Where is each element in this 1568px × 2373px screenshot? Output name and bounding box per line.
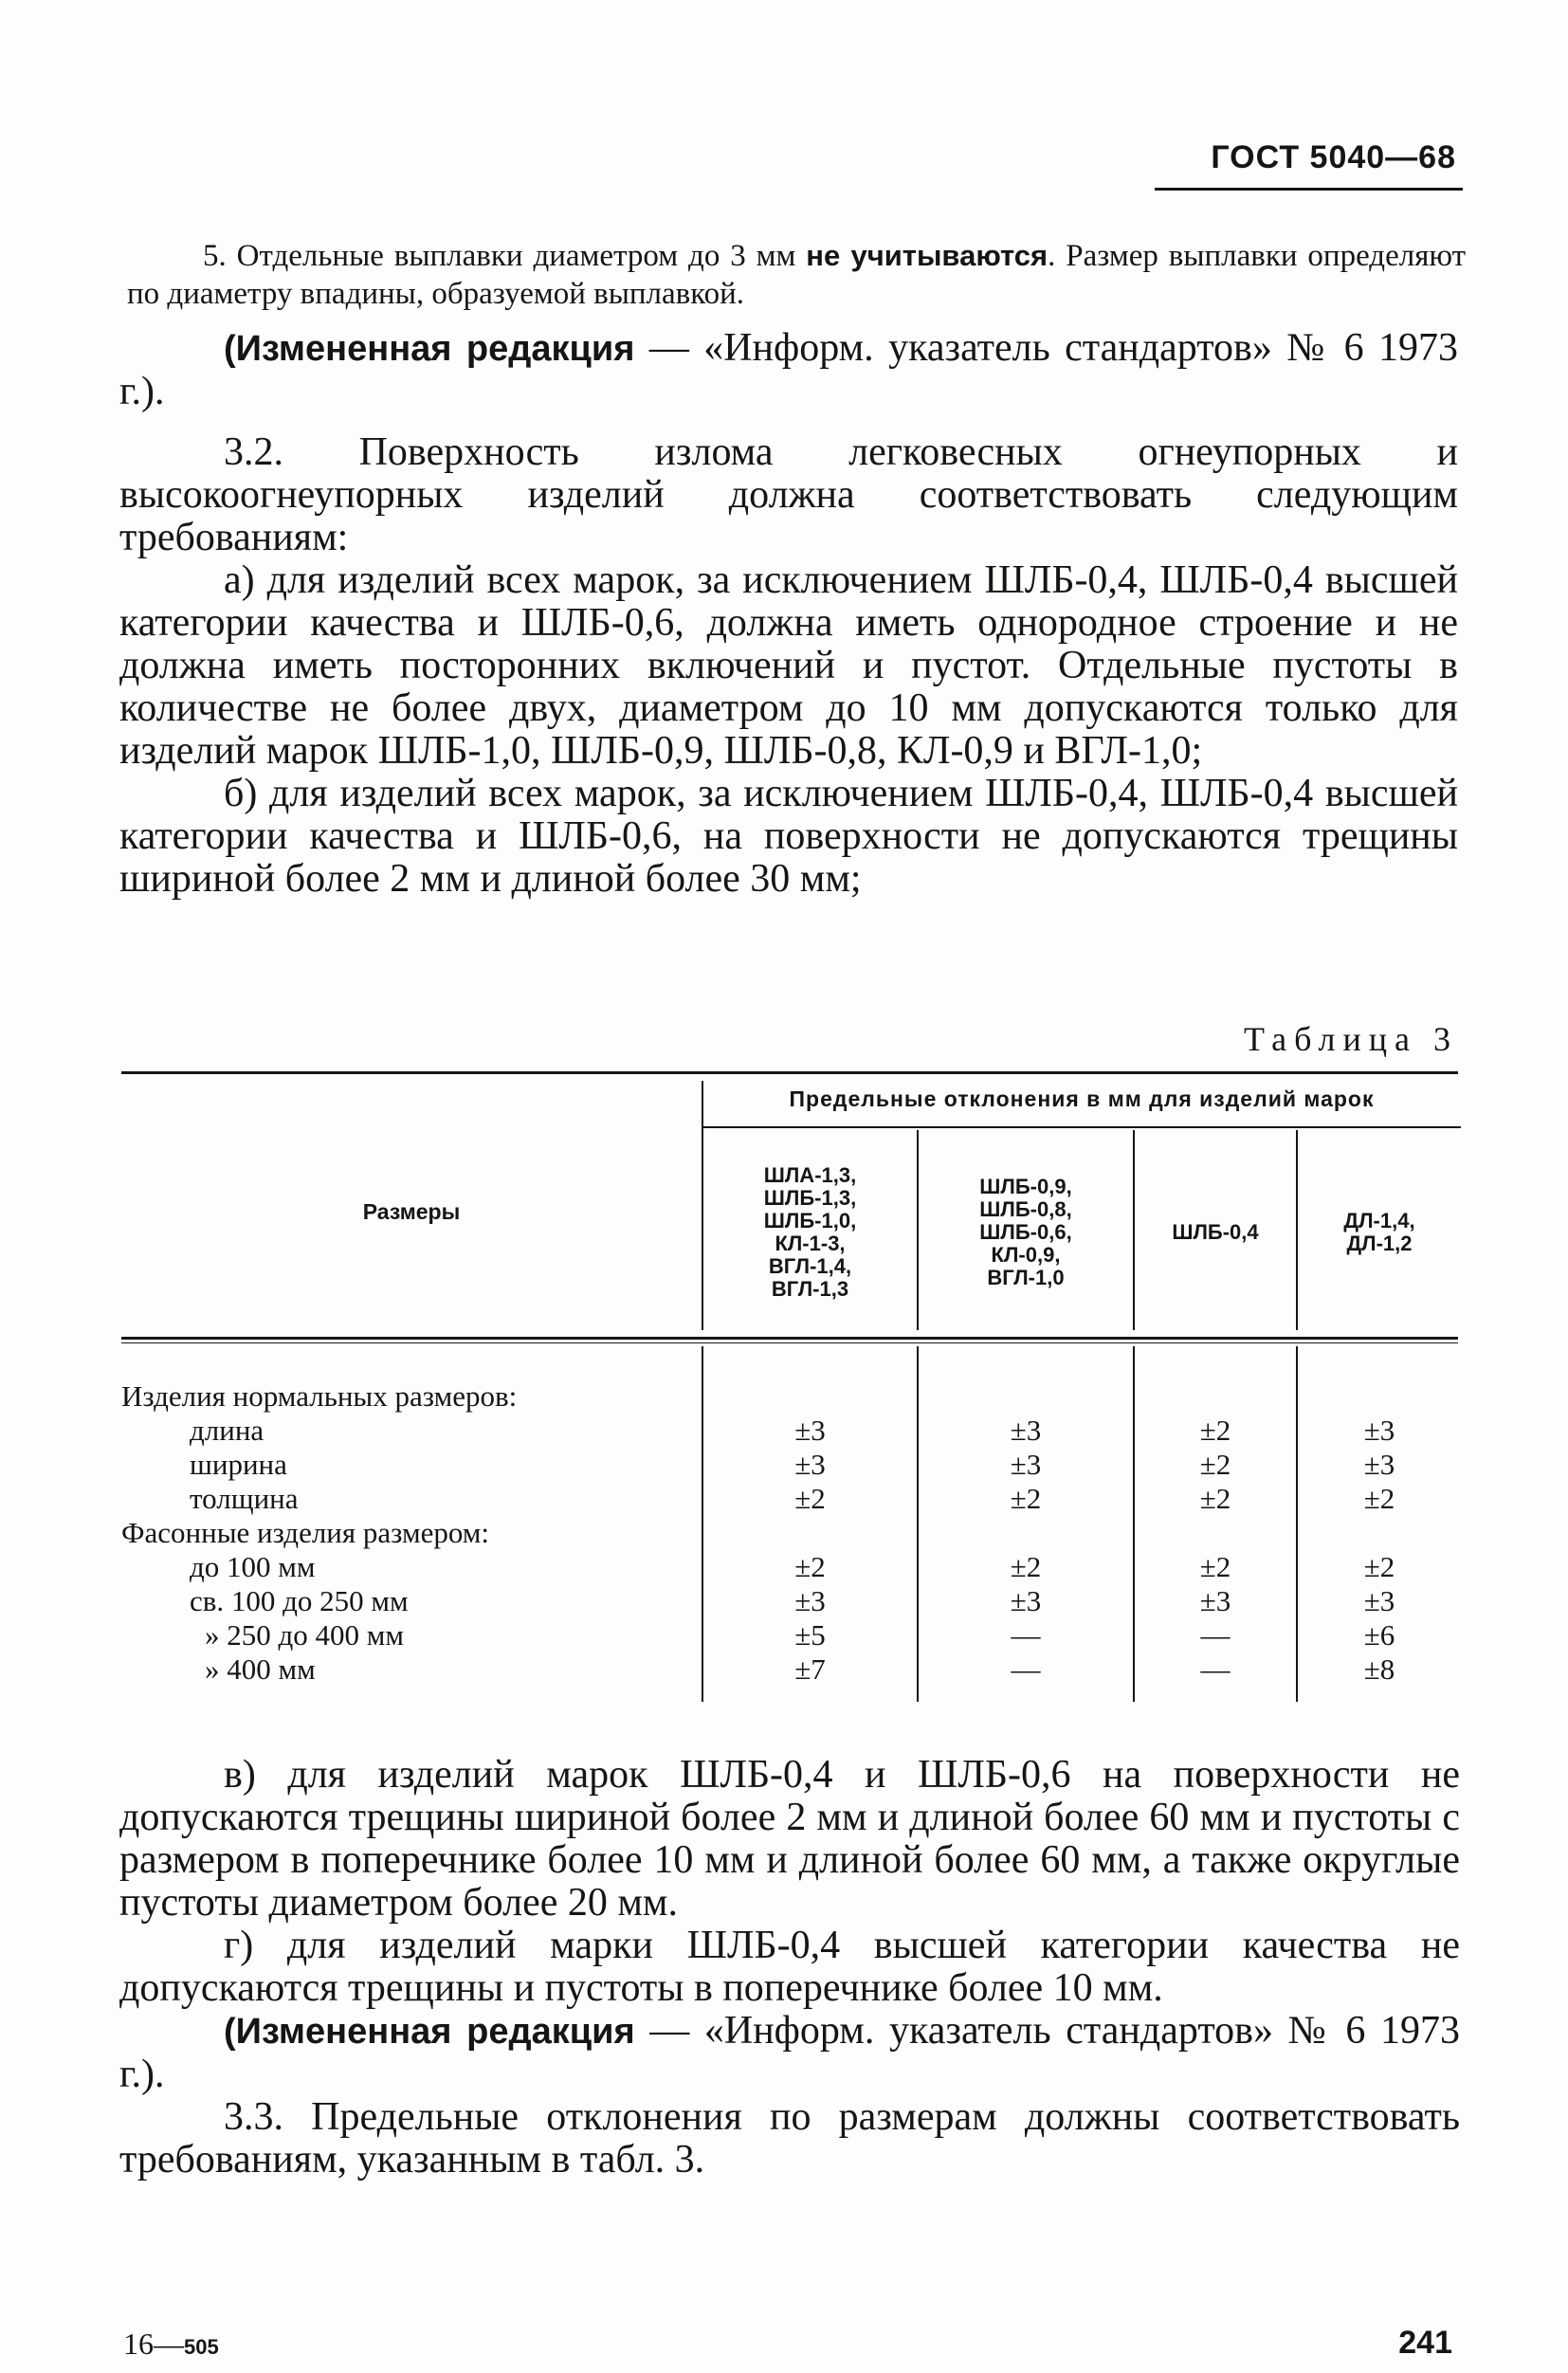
page-number: 241 [1398,2325,1452,2361]
item-a: а) для изделий всех марок, за исключением ШЛБ-0,4, ШЛБ-0,4 высшей категории качества и ШЛБ-0,6, должна иметь однородное строение и не должна иметь посторонних включений и пустот. Отдельные пустоты в количестве не более двух, диаметром до 10 мм допускаются только для изделий марок ШЛБ-1,0, ШЛБ-0,9, ШЛБ-0,8, КЛ-0,9 и ВГЛ-1,0; [119,558,1458,773]
table-cell: ±2 [1363,1550,1395,1583]
note-number: 5. [203,239,227,273]
col2-line: ШЛБ-0,8, [979,1197,1072,1221]
col2-line: КЛ-0,9, [991,1243,1061,1267]
section-3-2-continued [119,1754,1460,2181]
col4-line: ДЛ-1,4, [1343,1209,1415,1232]
values-col-2 [919,1379,1133,1687]
values-col-1 [703,1379,917,1687]
print-code [123,2327,219,2362]
table-cell [1298,1379,1461,1414]
table-cell: ±2 [794,1482,826,1515]
table-cell [919,1379,1133,1414]
row-label: » 250 до 400 мм [205,1618,405,1652]
table-cell: ±3 [1010,1584,1042,1617]
amendment-1-bold: (Измененная редакция [224,329,635,369]
table-cell: ±2 [1010,1482,1042,1515]
table-cell: ±3 [1010,1414,1042,1447]
col1-line: ВГЛ-1,4, [768,1254,852,1278]
row-label: св. 100 до 250 мм [190,1584,409,1617]
table-cell: ±2 [1363,1482,1395,1515]
table-cell [703,1379,917,1414]
table-cell: ±3 [1199,1584,1231,1617]
section-3-2-intro: 3.2. Поверхность излома легковесных огнеупорных и высокоогнеупорных изделий должна соответствовать следующим требованиям: [119,430,1458,559]
amendment-2-text: — «Информ. указатель стандартов» № 6 1973 г.). [119,2009,1460,2096]
note-5 [127,237,1466,313]
group-header-rule [702,1126,1461,1128]
table-cell: ±6 [1363,1618,1395,1652]
section-3-2 [119,431,1458,901]
col1-line: КЛ-1-3, [775,1232,846,1255]
table-cell: ±5 [794,1618,826,1652]
note-text-b: . Размер выплавки определяют по диаметру впадины, образуемой выплавкой. [127,239,1467,311]
table-cell: ±3 [794,1448,826,1481]
column-header-3 [1135,1134,1296,1331]
group-header: Предельные отклонения в мм для изделий марок [789,1086,1375,1111]
item-v: в) для изделий марок ШЛБ-0,4 и ШЛБ-0,6 на поверхности не допускаются трещины шириной более 2 мм и длиной более 60 мм и пустоты с размером в поперечнике более 10 мм и длиной более 60 мм, а также округлые пустоты диаметром более 20 мм. [119,1753,1460,1925]
table-cell: ±3 [1363,1448,1395,1481]
table-cell: — [1200,1652,1231,1686]
table-cell: ±7 [794,1652,826,1686]
table-cell [1135,1516,1296,1550]
table-caption: Таблица 3 [1244,1020,1458,1058]
row-label: толщина [190,1482,299,1515]
amendment-note-1 [119,327,1458,413]
col4-line: ДЛ-1,2 [1346,1232,1413,1255]
table-cell: ±2 [794,1550,826,1583]
row-header: Размеры [362,1199,461,1224]
col3-line: ШЛБ-0,4 [1172,1220,1259,1244]
amendment-1-text: — «Информ. указатель стандартов» № 6 1973 г.). [119,326,1458,413]
item-g: г) для изделий марки ШЛБ-0,4 высшей категории качества не допускаются трещины и пустоты в поперечнике более 10 мм. [119,1924,1460,2010]
row-labels [121,1379,517,1687]
amendment-2-bold: (Измененная редакция [224,2012,635,2052]
col2-line: ВГЛ-1,0 [987,1266,1065,1289]
col1-line: ШЛБ-1,3, [763,1186,857,1210]
table-cell: ±2 [1199,1482,1231,1515]
table-cell: ±3 [794,1414,826,1447]
print-code-small: 505 [184,2335,219,2359]
table-top-rule [121,1071,1458,1074]
note-text-bold: не учитываются [806,239,1048,272]
row-label: ширина [190,1448,287,1481]
item-b: б) для изделий всех марок, за исключением ШЛБ-0,4, ШЛБ-0,4 высшей категории качества и ШЛБ-0,6, на поверхности не допускаются трещины шириной более 2 мм и длиной более 30 мм; [119,772,1458,901]
table-cell [703,1516,917,1550]
standard-code: ГОСТ 5040—68 [1211,139,1456,175]
table-cell: ±3 [794,1584,826,1617]
table-cell: ±2 [1199,1550,1231,1583]
table-cell: — [1011,1618,1041,1652]
table-cell: ±3 [1363,1584,1395,1617]
values-col-3 [1135,1379,1296,1687]
column-header-2 [919,1134,1133,1331]
row-label: Изделия нормальных размеров: [121,1379,518,1413]
table-header-rule-2 [121,1342,1458,1343]
table-cell: ±3 [1010,1448,1042,1481]
row-label: » 400 мм [205,1652,316,1686]
note-text-a: Отдельные выплавки диаметром до 3 мм [236,239,796,273]
table-cell: ±2 [1199,1414,1231,1447]
col2-line: ШЛБ-0,6, [979,1220,1072,1244]
row-label: Фасонные изделия размером: [121,1516,489,1549]
table-cell: ±3 [1363,1414,1395,1447]
row-label: длина [190,1414,264,1447]
section-3-3: 3.3. Предельные отклонения по размерам должны соответствовать требованиям, указанным в табл. 3. [119,2095,1460,2181]
col1-line: ШЛБ-1,0, [763,1209,857,1232]
row-label: до 100 мм [190,1550,316,1583]
print-code-main: 16— [123,2327,184,2361]
col1-line: ШЛА-1,3, [763,1163,857,1187]
table-cell [919,1516,1133,1550]
column-header-4 [1298,1134,1461,1331]
column-header-1 [703,1134,917,1331]
col2-line: ШЛБ-0,9, [979,1175,1072,1198]
table-cell: ±2 [1010,1550,1042,1583]
col1-line: ВГЛ-1,3 [771,1277,849,1301]
table-cell: ±8 [1363,1652,1395,1686]
values-col-4 [1298,1379,1461,1687]
table-cell: ±2 [1199,1448,1231,1481]
table-cell: — [1011,1652,1041,1686]
header-rule [1155,188,1463,191]
table-cell [1298,1516,1461,1550]
table-header-rule [121,1337,1458,1340]
table-cell: — [1200,1618,1231,1652]
table-cell [1135,1379,1296,1414]
